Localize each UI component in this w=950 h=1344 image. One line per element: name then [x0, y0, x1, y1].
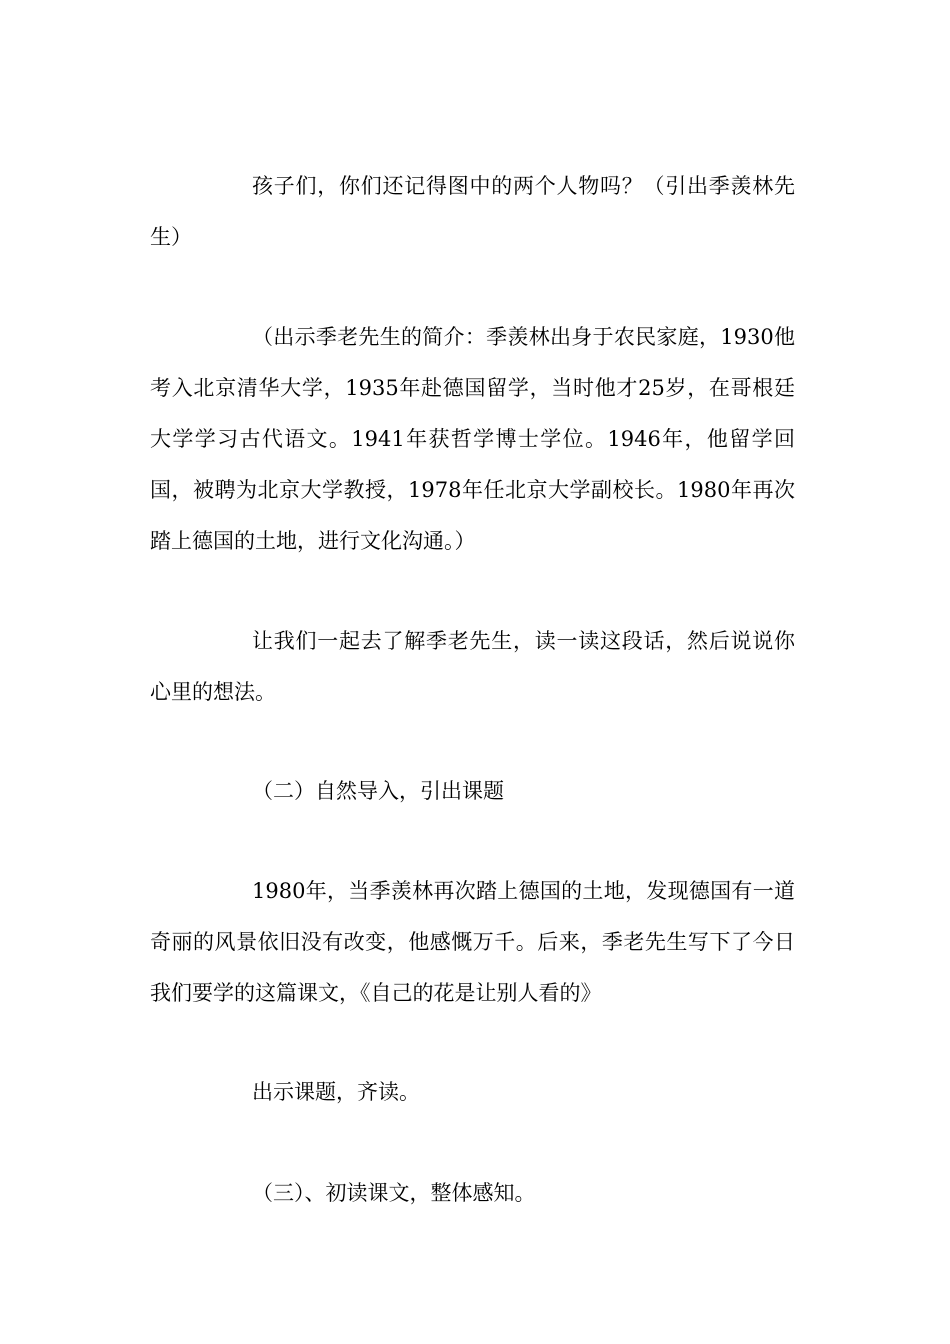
paragraph-intro-question: 孩子们，你们还记得图中的两个人物吗？（引出季羡林先生） — [150, 174, 795, 249]
paragraph-lesson-intro: 1980年，当季羡林再次踏上德国的土地，发现德国有一道奇丽的风景依旧没有改变，他感慨万千。后来，季老先生写下了今日我们要学的这篇课文，《自己的花是让别人看的》 — [150, 879, 795, 1005]
paragraph-show-title: 出示课题，齐读。 — [252, 1080, 420, 1104]
paragraph-reading-prompt: 让我们一起去了解季老先生，读一读这段话，然后说说你心里的想法。 — [150, 629, 795, 704]
paragraph-biography: （出示季老先生的简介：季羡林出身于农民家庭，1930他考入北京清华大学，1935年赴德国留学，当时他才25岁，在哥根廷大学学习古代语文。1941年获哲学博士学位。1946年，他留学回国，被聘为北京大学教授，1978年任北京大学副校长。1980年再次踏上德国的土地，进行文化沟通。） — [150, 325, 795, 553]
section-heading-three: （三）、初读课文，整体感知。 — [252, 1181, 536, 1205]
section-heading-two: （二）自然导入，引出课题 — [252, 779, 504, 803]
